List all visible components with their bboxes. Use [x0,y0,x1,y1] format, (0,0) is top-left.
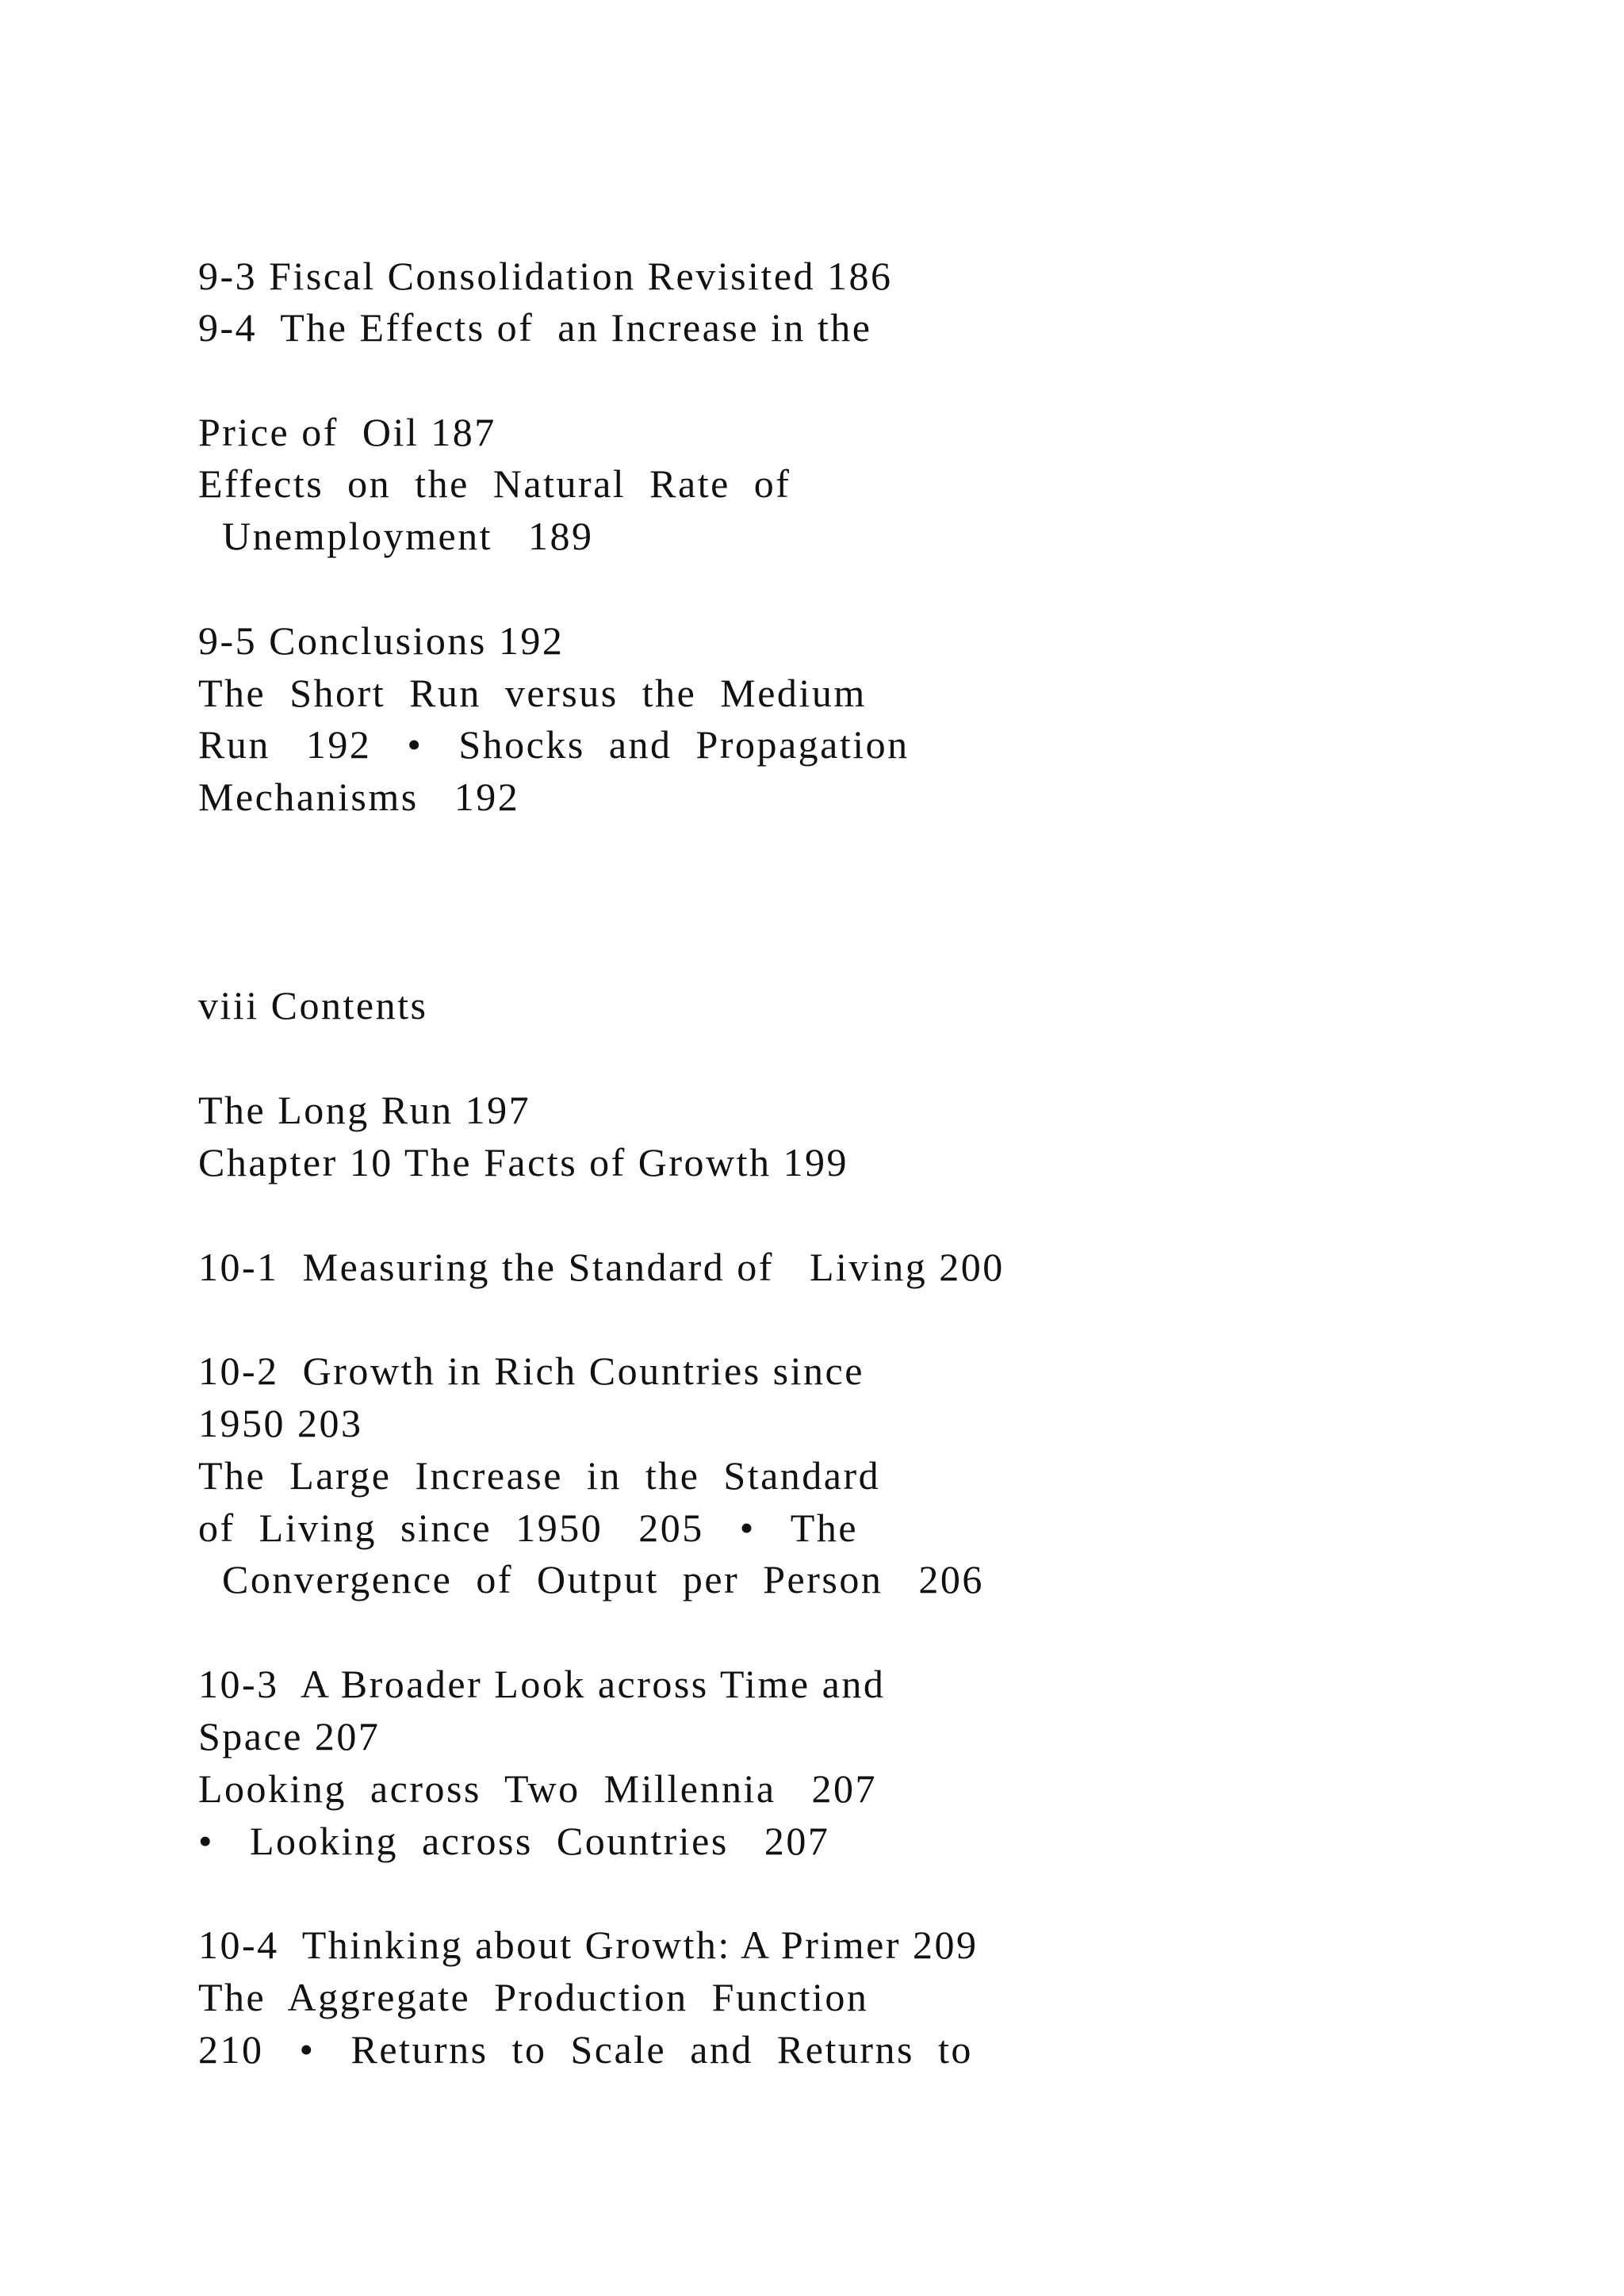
toc-chapter-10: Chapter 10 The Facts of Growth 199 [198,1140,849,1184]
toc-entry-10-1: 10-1 Measuring the Standard of Living 200 [198,1245,1005,1289]
toc-subentry-across-countries: • Looking across Countries 207 [198,1819,830,1863]
toc-entry-10-2-cont: 1950 203 [198,1401,363,1445]
toc-subentry-large-increase: The Large Increase in the Standard [198,1453,881,1498]
toc-subentry-convergence: Convergence of Output per Person 206 [198,1557,984,1601]
toc-entry-10-2: 10-2 Growth in Rich Countries since [198,1349,864,1393]
toc-entry-10-3-cont: Space 207 [198,1714,381,1758]
toc-entry-9-4: 9-4 The Effects of an Increase in the [198,305,872,350]
toc-subentry-large-increase-cont: of Living since 1950 205 • The [198,1506,859,1550]
toc-subentry-short-run-cont: Run 192 • Shocks and Propagation [198,722,910,767]
toc-subentry-production-function: The Aggregate Production Function [198,1975,869,2019]
toc-entry-9-4-cont: Price of Oil 187 [198,410,496,454]
toc-subentry-two-millennia: Looking across Two Millennia 207 [198,1766,878,1811]
toc-subentry-natural-rate-cont: Unemployment 189 [198,514,594,558]
toc-entry-10-4: 10-4 Thinking about Growth: A Primer 209 [198,1923,979,1967]
running-header: viii Contents [198,983,428,1027]
toc-subentry-mechanisms: Mechanisms 192 [198,775,520,819]
toc-subentry-short-run: The Short Run versus the Medium [198,671,867,715]
toc-entry-9-5: 9-5 Conclusions 192 [198,618,565,663]
toc-subentry-natural-rate: Effects on the Natural Rate of [198,461,791,506]
toc-subentry-returns-to-scale: 210 • Returns to Scale and Returns to [198,2027,973,2072]
toc-entry-10-3: 10-3 A Broader Look across Time and [198,1662,886,1706]
toc-entry-9-3: 9-3 Fiscal Consolidation Revisited 186 [198,254,893,298]
toc-part-long-run: The Long Run 197 [198,1088,531,1132]
